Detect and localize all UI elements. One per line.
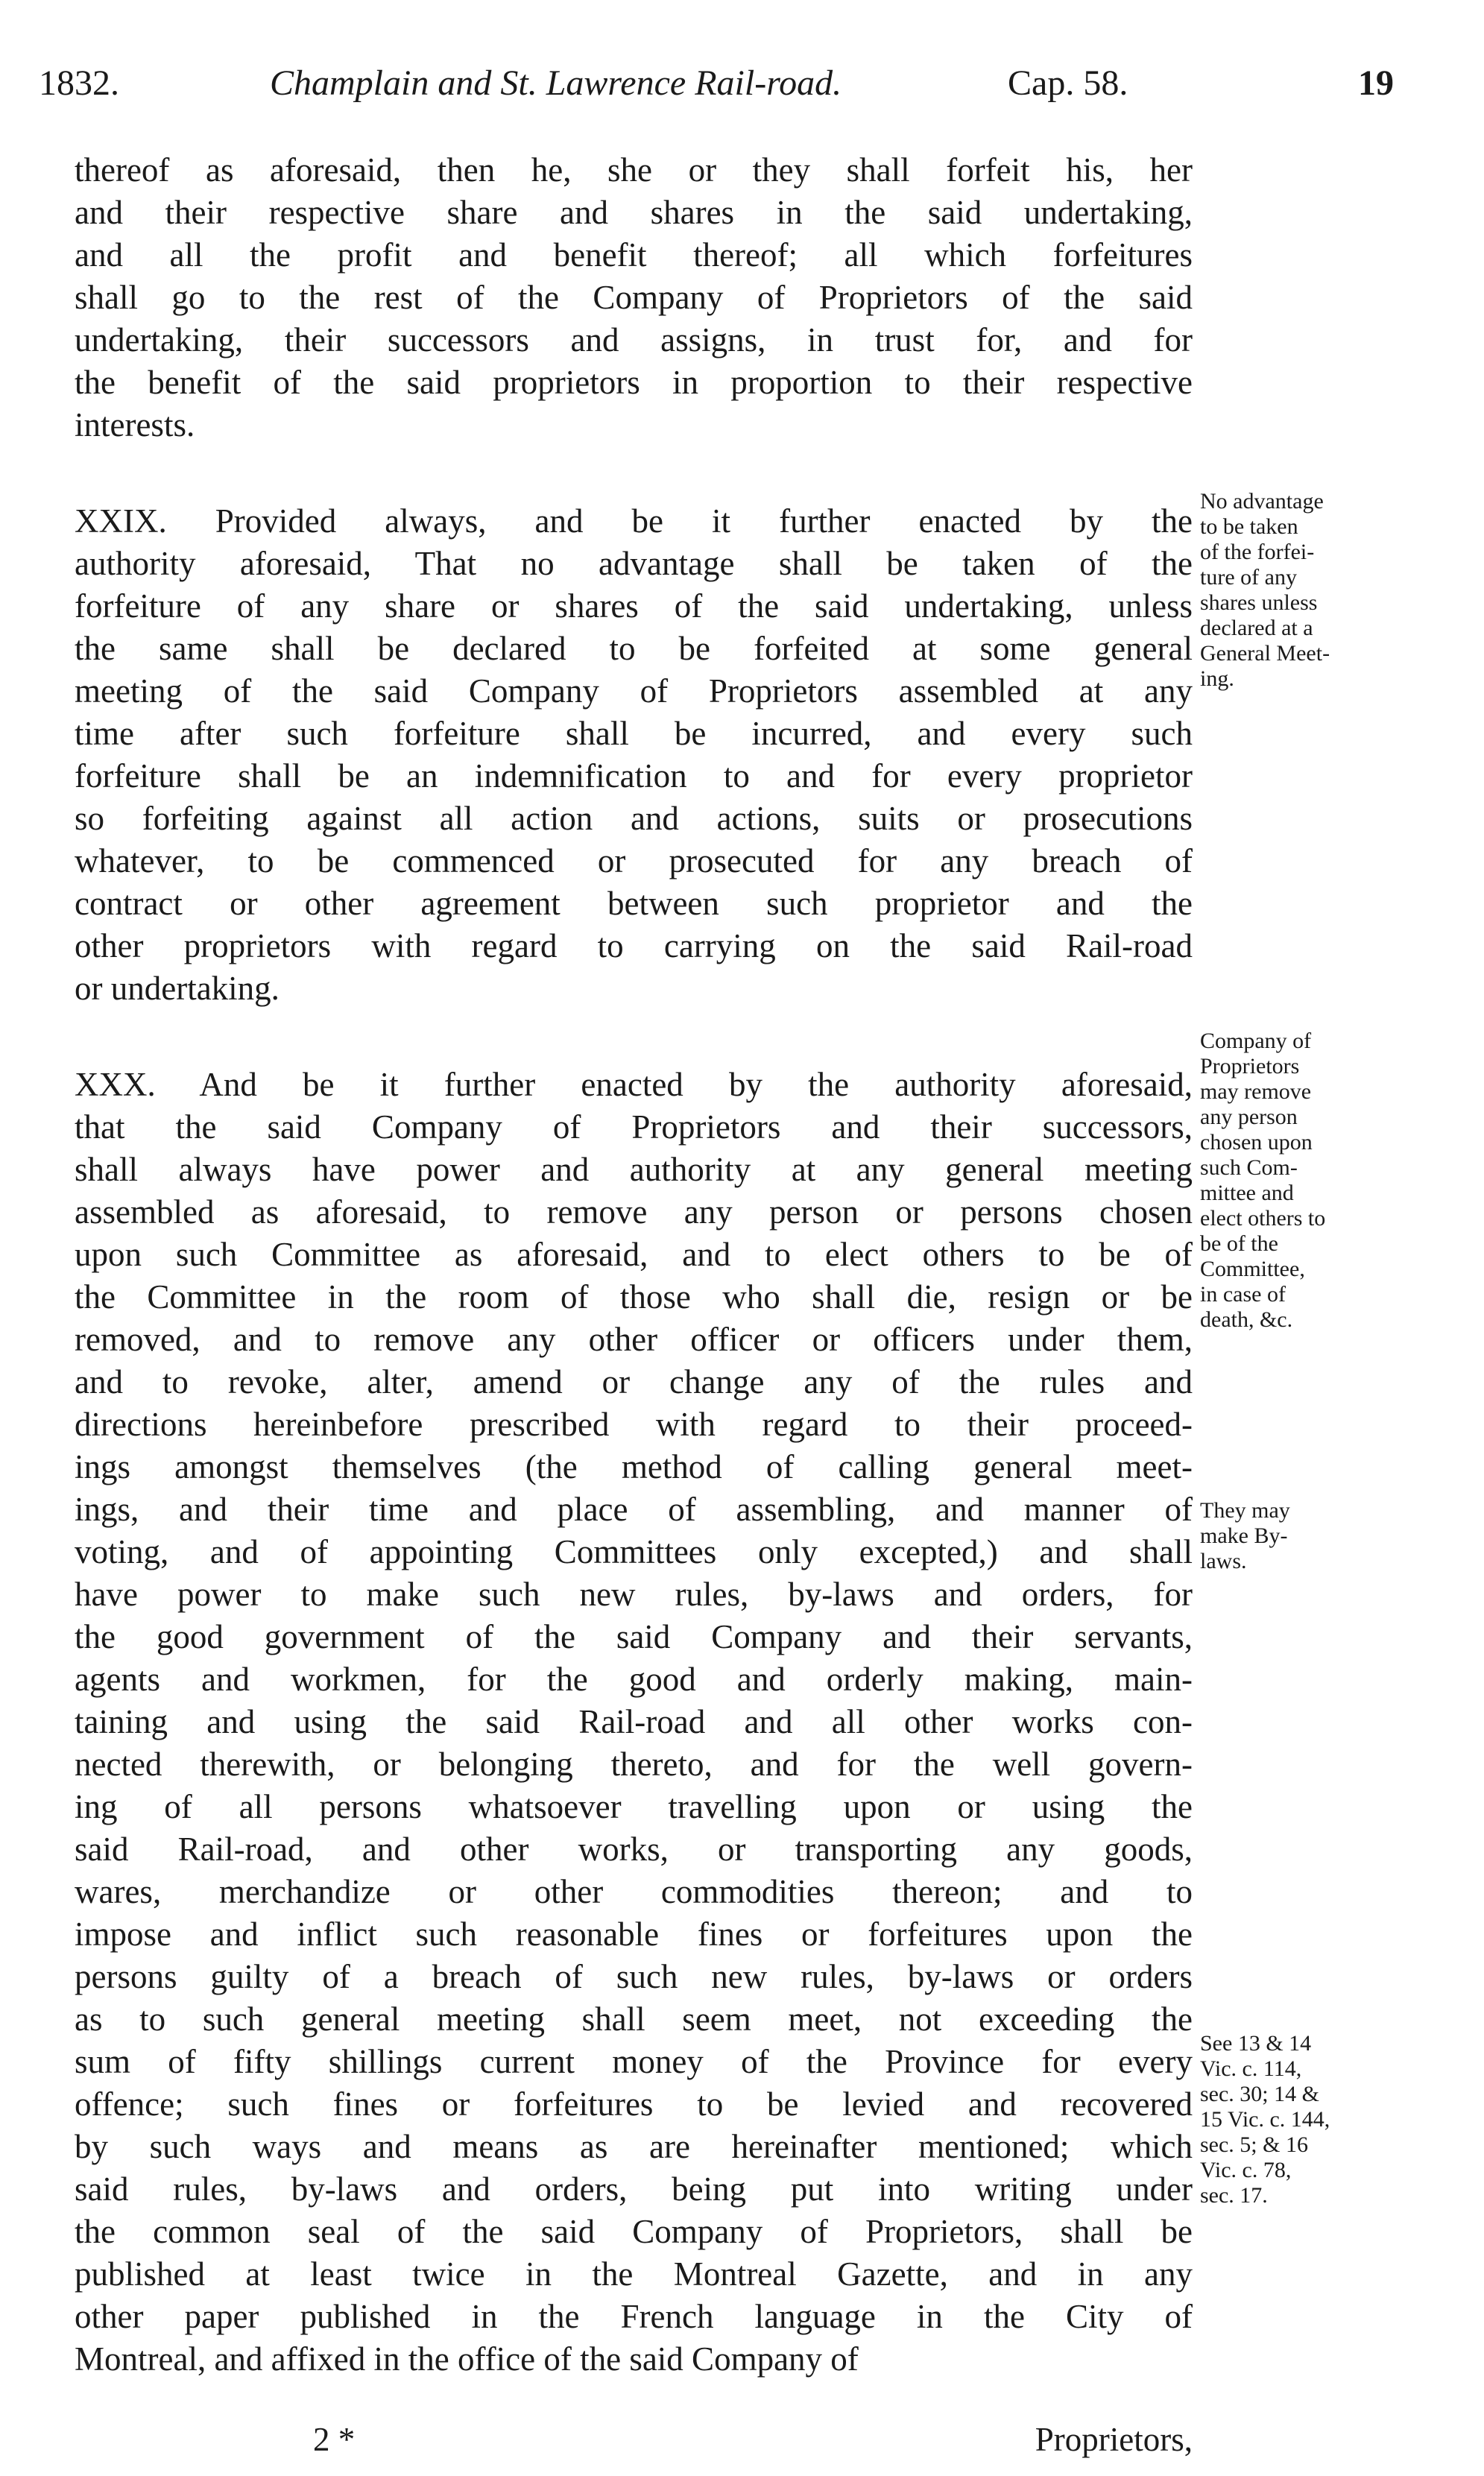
text-line: Montreal, and affixed in the office of the said Company of [75,2340,859,2378]
text-line: death, &c. [1200,1307,1293,1332]
text-line: the benefit of the said proprietors in proportion to their respective [75,364,1193,401]
text-line: Company of [1200,1029,1312,1053]
text-line: chosen upon [1200,1130,1313,1155]
text-line: meeting of the said Company of Proprietors assembled at any [75,672,1193,710]
paragraph-lines [75,149,1193,446]
text-line: laws. [1200,1549,1247,1573]
text-line: undertaking, their successors and assigns, in trust for, and for [75,321,1193,359]
text-line: the common seal of the said Company of Proprietors, shall be [75,2213,1193,2250]
text-line: sec. 5; & 16 [1200,2132,1308,2157]
text-line: the good government of the said Company and their servants, [75,1618,1193,1655]
text-line: and all the profit and benefit thereof; all which forfeitures [75,236,1193,274]
text-line: so forfeiting against all action and actions, suits or prosecutions [75,800,1193,837]
text-line: shares unless [1200,590,1318,615]
text-line: authority aforesaid, That no advantage shall be taken of the [75,545,1193,582]
text-line: impose and inflict such reasonable fines or forfeitures upon the [75,1916,1193,1953]
text-line: elect others to [1200,1206,1326,1231]
text-line: that the said Company of Proprietors and their successors, [75,1108,1193,1146]
text-line: as to such general meeting shall seem meet, not exceeding the [75,2000,1193,2038]
header-year: 1832. [39,63,119,103]
header-chapter: Cap. 58. [1008,63,1128,103]
text-line: assembled as aforesaid, to remove any person or persons chosen [75,1193,1193,1231]
paragraph-section-xxix [75,500,1193,1010]
text-line: ing of all persons whatsoever travelling upon or using the [75,1788,1193,1825]
margin-note-references [1200,2031,1446,2208]
text-line: sec. 17. [1200,2183,1268,2208]
text-line: forfeiture of any share or shares of the said undertaking, unless [75,587,1193,625]
text-line: any person [1200,1105,1298,1129]
text-line: and to revoke, alter, amend or change any of the rules and [75,1363,1193,1400]
text-line: Vic. c. 78, [1200,2158,1292,2182]
text-line: They may [1200,1498,1290,1523]
catchword: Proprietors, [1035,2421,1193,2458]
text-line: interests. [75,406,195,443]
text-line: ture of any [1200,565,1297,590]
text-line: ings amongst themselves (the method of calling general meet- [75,1448,1193,1485]
text-line: by such ways and means as are hereinafter mentioned; which [75,2128,1193,2165]
text-line: See 13 & 14 [1200,2031,1312,2056]
paragraph-lines [75,500,1193,1010]
page-number: 19 [1358,63,1394,103]
text-line: to be taken [1200,514,1298,539]
margin-note-by-laws [1200,1498,1446,1574]
text-line: and their respective share and shares in the said undertaking, [75,194,1193,231]
text-line: upon such Committee as aforesaid, and to elect others to be of [75,1236,1193,1273]
text-line: Committee, [1200,1257,1305,1281]
text-line: other paper published in the French language in the City of [75,2298,1193,2335]
text-line: mittee and [1200,1181,1294,1205]
text-line: wares, merchandize or other commodities thereon; and to [75,1873,1193,1910]
text-line: ing. [1200,666,1234,691]
text-line: such Com- [1200,1155,1298,1180]
text-line: agents and workmen, for the good and orderly making, main- [75,1661,1193,1698]
text-line: said rules, by-laws and orders, being put into writing under [75,2170,1193,2208]
text-line: thereof as aforesaid, then he, she or they shall forfeit his, her [75,151,1193,189]
header-title: Champlain and St. Lawrence Rail-road. [270,63,842,103]
text-line: in case of [1200,1282,1286,1307]
text-line: 15 Vic. c. 144, [1200,2107,1330,2132]
text-line: be of the [1200,1231,1278,1256]
text-line: persons guilty of a breach of such new rules, by-laws or orders [75,1958,1193,1995]
margin-note-no-advantage [1200,489,1446,692]
text-line: sum of fifty shillings current money of the Province for every [75,2043,1193,2080]
text-line: shall always have power and authority at any general meeting [75,1151,1193,1188]
text-line: time after such forfeiture shall be incurred, and every such [75,715,1193,752]
text-line: the same shall be declared to be forfeited at some general [75,630,1193,667]
text-line: XXIX. Provided always, and be it further enacted by the [75,502,1193,540]
text-line: removed, and to remove any other officer or officers under them, [75,1321,1193,1358]
running-header [39,60,1447,119]
text-line: directions hereinbefore prescribed with regard to their proceed- [75,1406,1193,1443]
text-line: make By- [1200,1523,1288,1548]
text-line: voting, and of appointing Committees only excepted,) and shall [75,1533,1193,1570]
text-line: may remove [1200,1079,1312,1104]
text-line: published at least twice in the Montreal Gazette, and in any [75,2255,1193,2293]
page-footer [75,2419,1193,2463]
text-line: or undertaking. [75,970,280,1007]
text-line: Vic. c. 114, [1200,2056,1302,2081]
text-line: sec. 30; 14 & [1200,2082,1319,2106]
text-line: contract or other agreement between such proprietor and the [75,885,1193,922]
text-line: the Committee in the room of those who shall die, resign or be [75,1278,1193,1316]
body-text [75,149,1193,2434]
text-line: General Meet- [1200,641,1330,666]
text-line: shall go to the rest of the Company of Proprietors of the said [75,279,1193,316]
text-line: offence; such fines or forfeitures to be levied and recovered [75,2085,1193,2123]
signature-mark: 2 * [313,2421,356,2458]
text-line: taining and using the said Rail-road and all other works con- [75,1703,1193,1740]
text-line: ings, and their time and place of assembling, and manner of [75,1491,1193,1528]
text-line: of the forfei- [1200,540,1315,564]
text-line: Proprietors [1200,1054,1300,1078]
paragraph-section-xxx [75,1064,1193,2381]
text-line: No advantage [1200,489,1324,514]
paragraph-lines [75,1064,1193,2381]
text-line: other proprietors with regard to carrying on the said Rail-road [75,927,1193,964]
text-line: whatever, to be commenced or prosecuted for any breach of [75,842,1193,879]
text-line: nected therewith, or belonging thereto, and for the well govern- [75,1746,1193,1783]
text-line: have power to make such new rules, by-laws and orders, for [75,1576,1193,1613]
paragraph-continuation [75,149,1193,446]
text-line: said Rail-road, and other works, or transporting any goods, [75,1831,1193,1868]
text-line: declared at a [1200,616,1313,640]
text-line: forfeiture shall be an indemnification to and for every proprietor [75,757,1193,795]
margin-note-remove-committee [1200,1029,1446,1333]
text-line: XXX. And be it further enacted by the authority aforesaid, [75,1066,1193,1103]
